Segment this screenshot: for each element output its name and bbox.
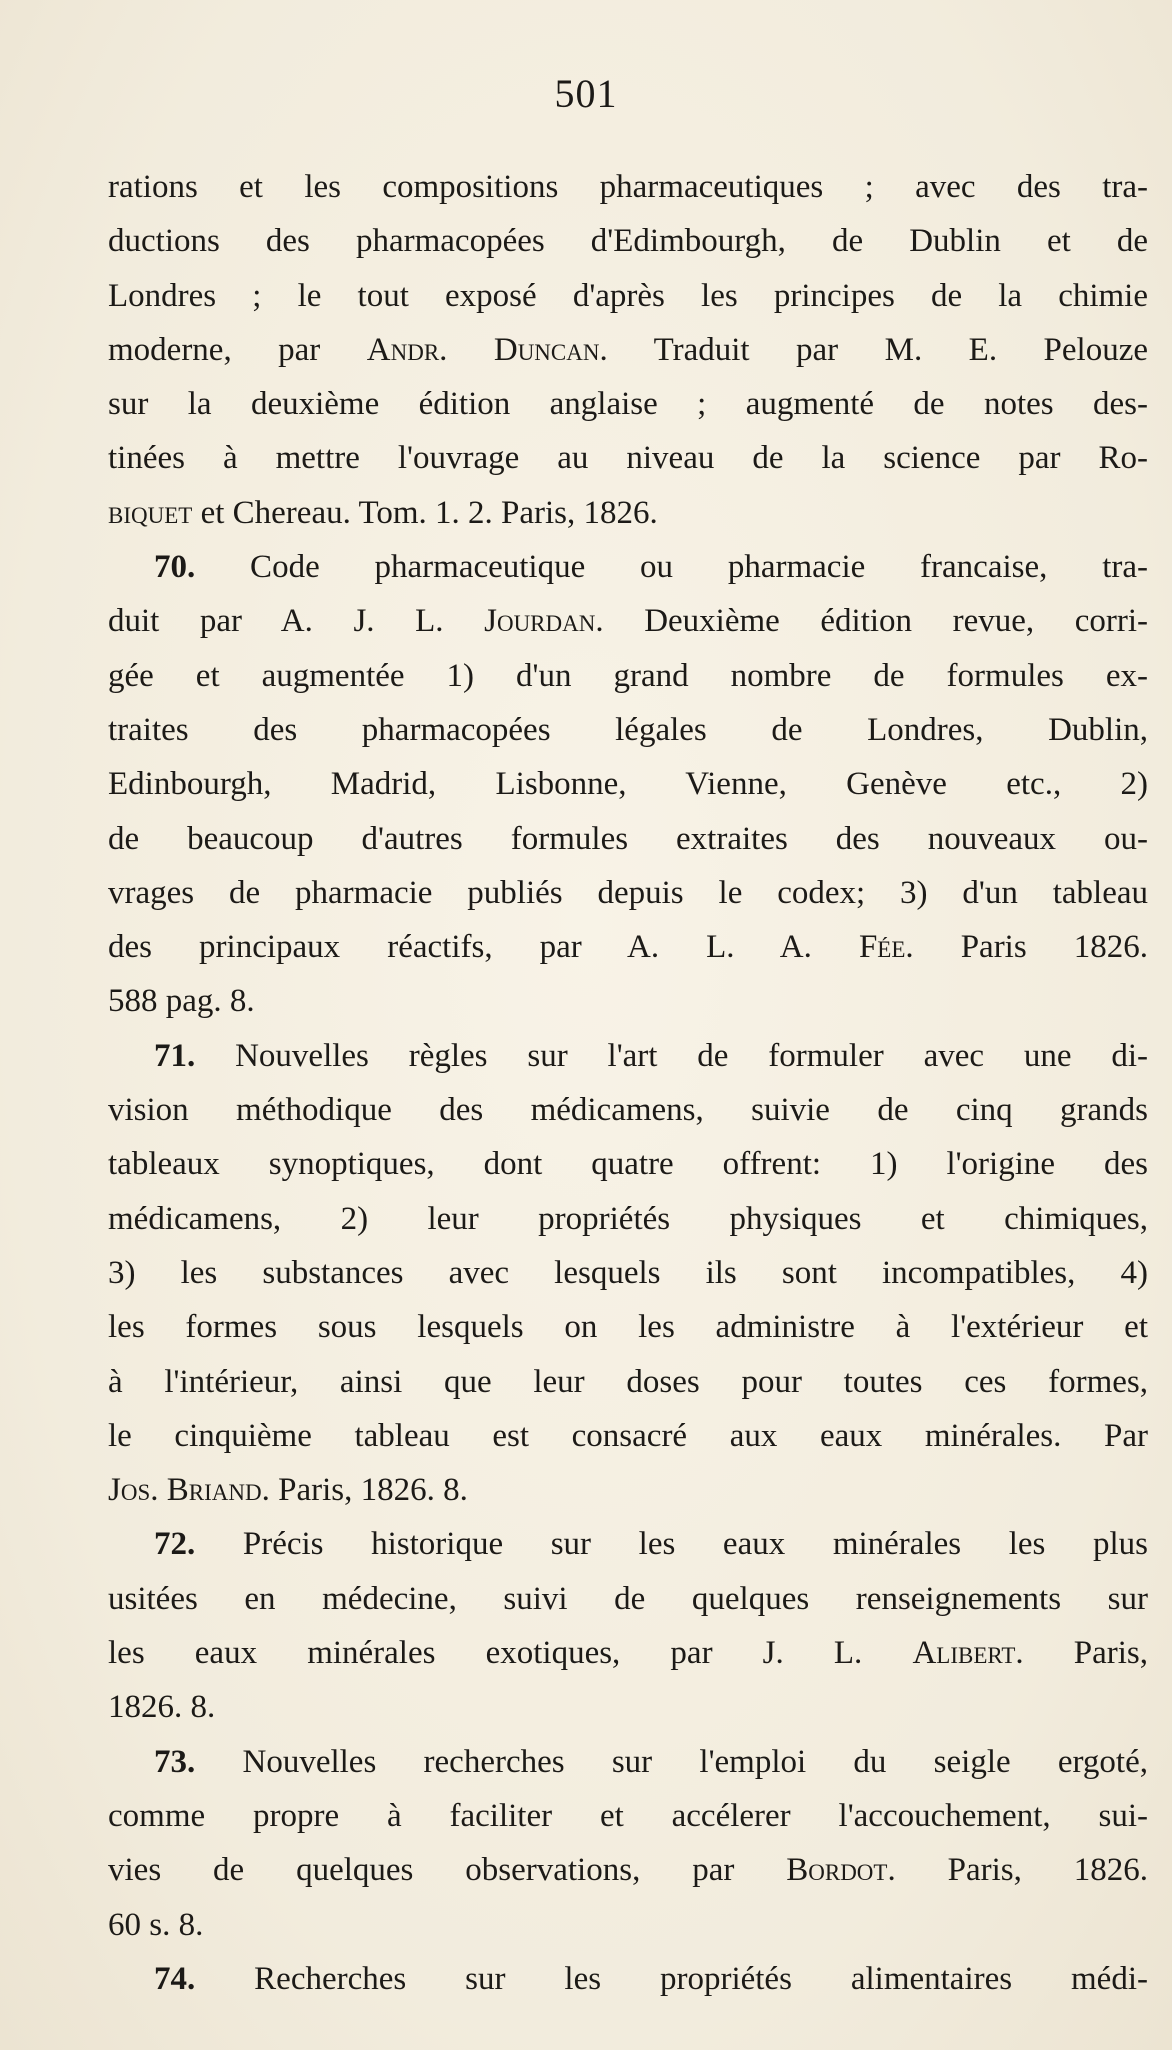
line-text: Nouvelles règles sur l'art de formuler avec une di- [195,1037,1148,1074]
author-name: Alibert [912,1635,1016,1672]
author-name: Bordot [786,1852,888,1889]
text-line [108,1626,1148,1680]
line-text: le cinquième tableau est consacré aux eaux minérales. Par [108,1417,1148,1454]
text-line [108,757,1148,811]
text-line [108,486,1148,540]
entry-number: 72. [154,1526,196,1563]
entry-number: 74. [154,1960,196,1997]
text-line [108,703,1148,757]
author-name: Andr. Duncan [366,331,600,368]
line-text: tinées à mettre l'ouvrage au niveau de la science par Ro- [108,440,1148,477]
line-text: 60 s. 8. [108,1906,204,1943]
text-line [108,1083,1148,1137]
line-text: ductions des pharmacopées d'Edimbourgh, de Dublin et de [108,223,1148,260]
body-text [108,160,1148,2006]
entry-number: 70. [154,549,196,586]
text-line [108,160,1148,214]
text-line [108,1355,1148,1409]
line-text: des principaux réactifs, par A. L. A. [108,929,859,966]
line-text: moderne, par [108,331,367,368]
line-text: usitées en médecine, suivi de quelques renseignements sur [108,1580,1148,1617]
line-text: rations et les compositions pharmaceutiques ; avec des tra- [108,169,1148,205]
line-text: comme propre à faciliter et accélerer l'accouchement, sui- [108,1797,1148,1834]
line-text: . Paris, [1015,1635,1149,1672]
line-text: Londres ; le tout exposé d'après les principes de la chimie [108,277,1148,314]
line-text: 1826. 8. [108,1689,216,1726]
line-text: . Paris, 1826. [887,1852,1148,1889]
page-number: 501 [554,71,618,116]
line-text: et Chereau. Tom. 1. 2. Paris, 1826. [192,494,658,531]
line-text: 3) les substances avec lesquels ils sont incompatibles, 4) [108,1254,1148,1291]
line-text: 588 pag. 8. [108,983,255,1020]
line-text: médicamens, 2) leur propriétés physiques et chimiques, [108,1200,1148,1237]
text-line [108,1409,1148,1463]
text-line [108,1952,1148,2006]
line-text: . Paris, 1826. 8. [261,1472,468,1509]
author-name: Fée [858,929,906,966]
text-line [108,920,1148,974]
text-line [108,1246,1148,1300]
text-line [108,1517,1148,1571]
line-text: . Deuxième édition revue, corri- [595,603,1148,640]
line-text: duit par A. J. L. [108,603,485,640]
line-text: vies de quelques observations, par [108,1852,787,1889]
text-line [108,1572,1148,1626]
text-line [108,812,1148,866]
line-text: gée et augmentée 1) d'un grand nombre de formules ex- [108,657,1148,694]
text-line [108,377,1148,431]
text-line [108,1463,1148,1517]
line-text: vision méthodique des médicamens, suivie de cinq grands [108,1092,1148,1129]
text-line [108,431,1148,485]
line-text: Nouvelles recherches sur l'emploi du seigle ergoté, [195,1743,1148,1780]
line-text: de beaucoup d'autres formules extraites des nouveaux ou- [108,820,1148,857]
text-line [108,1843,1148,1897]
line-text: Précis historique sur les eaux minérales les plus [195,1526,1148,1563]
line-text: Code pharmaceutique ou pharmacie francaise, tra- [195,549,1148,586]
text-line [108,214,1148,268]
line-text: les formes sous lesquels on les administre à l'extérieur et [108,1309,1148,1346]
line-text: à l'intérieur, ainsi que leur doses pour toutes ces formes, [108,1363,1148,1400]
line-text: les eaux minérales exotiques, par J. L. [108,1635,913,1672]
text-line [108,594,1148,648]
text-line [108,1192,1148,1246]
text-line [108,540,1148,594]
line-text: Recherches sur les propriétés alimentaires médi- [195,1960,1148,1997]
line-text: sur la deuxième édition anglaise ; augmenté de notes des- [108,386,1148,423]
line-text: tableaux synoptiques, dont quatre offrent: 1) l'origine des [108,1146,1148,1183]
line-text: vrages de pharmacie publiés depuis le codex; 3) d'un tableau [108,874,1148,911]
text-line [108,269,1148,323]
text-line [108,866,1148,920]
text-line [108,1898,1148,1952]
text-line [108,974,1148,1028]
entry-number: 71. [154,1037,196,1074]
author-name: Jourdan [484,603,596,640]
text-line [108,1789,1148,1843]
line-text: traites des pharmacopées légales de Londres, Dublin, [108,711,1148,748]
text-line [108,1029,1148,1083]
text-line [108,323,1148,377]
text-line [108,1680,1148,1734]
author-name: biquet [108,494,193,531]
text-line [108,1137,1148,1191]
text-line [108,1300,1148,1354]
line-text: Edinbourgh, Madrid, Lisbonne, Vienne, Genève etc., 2) [108,766,1148,803]
text-line [108,1735,1148,1789]
line-text: . Traduit par M. E. Pelouze [599,331,1148,368]
entry-number: 73. [154,1743,196,1780]
author-name: Jos. Briand [108,1472,262,1509]
line-text: . Paris 1826. [905,929,1149,966]
text-line [108,649,1148,703]
